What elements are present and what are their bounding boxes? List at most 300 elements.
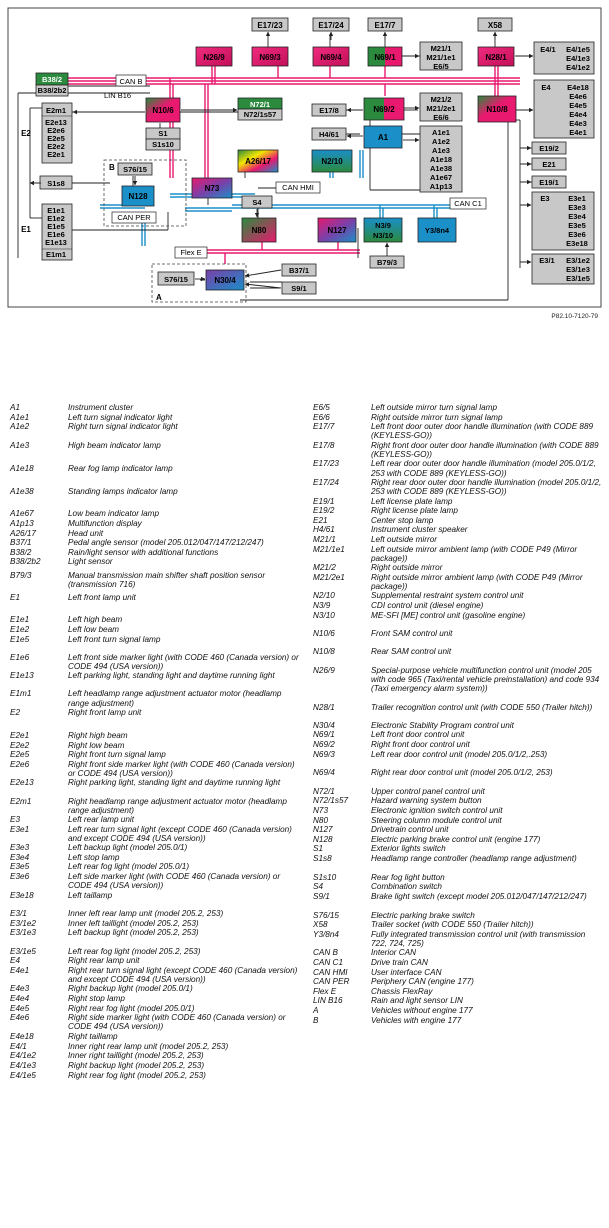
legend-description: CDI control unit (diesel engine) xyxy=(371,600,484,610)
legend-row xyxy=(313,535,603,545)
legend-code: N72/1 xyxy=(313,786,335,796)
legend-description: Right rear fog light (model 205.0/1) xyxy=(68,1003,195,1013)
legend-code: E2 xyxy=(10,708,21,718)
legend-row xyxy=(313,750,603,769)
legend-row xyxy=(10,519,300,529)
legend-row xyxy=(313,703,603,721)
legend-description: Fully integrated transmission control unit (with transmission 722, 724, 725) xyxy=(371,929,586,948)
legend-row xyxy=(10,815,300,825)
legend-code: S76/15 xyxy=(313,910,339,920)
legend-row xyxy=(10,1051,300,1061)
label-e4-1e5: E4/1e5 xyxy=(566,45,590,54)
legend-row xyxy=(313,768,603,787)
legend-description: Electronic Stability Program control unit xyxy=(371,720,514,730)
legend-row xyxy=(10,862,300,872)
legend-description: Right rear lamp unit xyxy=(68,956,140,966)
legend-description: Right front turn signal lamp xyxy=(68,750,166,760)
legend-row xyxy=(10,441,300,464)
legend-description: Left high beam xyxy=(68,615,123,625)
legend-row xyxy=(10,529,300,539)
label-a1e3: A1e3 xyxy=(432,146,450,155)
label-x58: X58 xyxy=(487,21,503,30)
legend-description: Left taillamp xyxy=(68,890,113,900)
legend-description: Left rear turn signal light (except CODE 460 (Canada version) and except CODE 494 (USA version)) xyxy=(68,824,292,844)
legend-description: Drive train CAN xyxy=(371,957,428,967)
legend-code: N28/1 xyxy=(313,702,335,712)
label-n69-4: N69/4 xyxy=(320,53,342,62)
legend-description: Center stop lamp xyxy=(371,515,434,525)
label-e4e6: E4e6 xyxy=(569,92,587,101)
label-e17-7: E17/7 xyxy=(374,21,396,30)
legend-row xyxy=(10,708,300,731)
legend-code: E2m1 xyxy=(10,796,32,806)
label-a1e1: A1e1 xyxy=(432,128,450,137)
legend-description: Left front door outer door handle illumination (with CODE 889 (KEYLESS-GO)) xyxy=(371,422,594,441)
label-n127: N127 xyxy=(327,226,347,235)
legend-code: A1e18 xyxy=(10,463,34,473)
legend-code: N10/8 xyxy=(313,647,335,657)
label-n69-2: N69/2 xyxy=(373,105,395,114)
legend-description: Left front turn signal lamp xyxy=(68,634,161,644)
legend-row xyxy=(313,506,603,516)
legend-row xyxy=(313,611,603,629)
legend-row xyxy=(313,497,603,507)
legend-row xyxy=(10,1042,300,1052)
legend-description: Rear fog lamp indicator lamp xyxy=(68,463,173,473)
label-e1e2: E1e2 xyxy=(47,214,65,223)
legend-code: E2e5 xyxy=(10,750,30,760)
legend-row xyxy=(313,1016,603,1026)
legend-row xyxy=(313,601,603,611)
legend-code: E19/1 xyxy=(313,496,335,506)
legend-description: Left low beam xyxy=(68,624,119,634)
label-e2m1: E2m1 xyxy=(45,106,67,115)
legend-code: E3e3 xyxy=(10,843,30,853)
legend-row xyxy=(313,835,603,845)
legend-code: CAN B xyxy=(313,948,339,958)
legend-description: Left backup light (model 205.2, 253) xyxy=(68,928,199,938)
legend-description: Combination switch xyxy=(371,882,442,892)
legend-row xyxy=(313,730,603,740)
legend-row xyxy=(10,571,300,593)
legend-row xyxy=(313,948,603,958)
label-e17-8: E17/8 xyxy=(319,106,339,115)
legend-description: Exterior lights switch xyxy=(371,844,446,854)
legend-row xyxy=(10,956,300,966)
legend-description: Instrument cluster speaker xyxy=(371,525,468,535)
legend-row xyxy=(313,721,603,731)
legend-description: Right stop lamp xyxy=(68,993,125,1003)
legend-row xyxy=(10,1004,300,1014)
legend-description: Left front side marker light (with CODE 460 (Canada version) or CODE 494 (USA version)) xyxy=(68,652,299,671)
legend-row xyxy=(10,671,300,689)
label-n69-3: N69/3 xyxy=(259,53,281,62)
legend-row xyxy=(313,806,603,816)
legend-description: Rain and light sensor LIN xyxy=(371,996,463,1006)
label-e2e6: E2e6 xyxy=(47,126,65,135)
legend-description: Interior CAN xyxy=(371,948,417,958)
label-n80: N80 xyxy=(251,226,267,235)
legend-code: E4e18 xyxy=(10,1032,34,1042)
legend-description: Inner left rear lamp unit (model 205.2, 253) xyxy=(68,909,224,919)
legend-code: B38/2b2 xyxy=(10,557,41,567)
legend-code: E1e5 xyxy=(10,634,30,644)
legend-description: Electric parking brake control unit (engine 177) xyxy=(371,834,541,844)
legend-description: Electronic ignition switch control unit xyxy=(371,806,503,816)
legend-row xyxy=(313,844,603,854)
legend-row xyxy=(313,796,603,806)
legend-description: Left parking light, standing light and daytime running light xyxy=(68,671,275,681)
legend-description: Light sensor xyxy=(68,557,113,567)
legend-description: Pedal angle sensor (model 205.012/047/147/212/247) xyxy=(68,538,264,548)
legend-code: N10/6 xyxy=(313,628,335,638)
label-a26-17: A26/17 xyxy=(245,157,271,166)
label-e3e18: E3e18 xyxy=(566,239,588,248)
legend-code: A1e1 xyxy=(10,412,30,422)
label-b79-3: B79/3 xyxy=(376,258,398,267)
label-e19-1: E19/1 xyxy=(539,178,559,187)
label-a1: A1 xyxy=(377,133,389,142)
legend-code: E3/1e5 xyxy=(10,946,36,956)
label-e2e13: E2e13 xyxy=(45,118,67,127)
legend-row xyxy=(10,509,300,519)
label-e1e5: E1e5 xyxy=(47,222,65,231)
label-m21-1: M21/1 xyxy=(430,44,452,53)
label-a1e18: A1e18 xyxy=(429,155,453,164)
legend-description: Left rear lamp unit xyxy=(68,815,134,825)
legend-code: E4e6 xyxy=(10,1013,30,1023)
legend-row xyxy=(313,930,603,949)
legend-row xyxy=(10,548,300,558)
label-n128: N128 xyxy=(128,192,148,201)
legend-code: E3/1 xyxy=(10,909,27,919)
legend-row xyxy=(10,413,300,423)
legend-description: Right license plate lamp xyxy=(371,506,458,516)
legend-code: N30/4 xyxy=(313,720,335,730)
label-m21-1e1: M21/1e1 xyxy=(426,53,456,62)
legend-code: N73 xyxy=(313,806,329,816)
legend-description: Right rear door control unit (model 205.0/1/2, 253) xyxy=(371,768,553,778)
legend-row xyxy=(313,968,603,978)
legend-code: E4/1e3 xyxy=(10,1060,36,1070)
legend-description: Rear SAM control unit xyxy=(371,647,452,657)
legend-code: E17/24 xyxy=(313,477,339,487)
label-e3e1: E3e1 xyxy=(568,194,586,203)
legend-code: N26/9 xyxy=(313,665,335,675)
label-can-c1: CAN C1 xyxy=(454,199,482,208)
legend-row xyxy=(10,731,300,741)
legend-row xyxy=(313,787,603,797)
label-e3e3: E3e3 xyxy=(568,203,586,212)
legend-description: Head unit xyxy=(68,528,104,538)
legend-code: N72/1s57 xyxy=(313,796,349,806)
legend-description: Right backup light (model 205.2, 253) xyxy=(68,1060,205,1070)
legend-description: Front SAM control unit xyxy=(371,628,453,638)
legend-left xyxy=(10,403,300,1089)
legend-code: E3e6 xyxy=(10,872,30,882)
legend-row xyxy=(10,891,300,909)
legend-description: Left stop lamp xyxy=(68,852,120,862)
legend-description: Right outside mirror ambient lamp (with CODE P49 (Mirror package)) xyxy=(371,572,583,591)
label-n72-1s57: N72/1s57 xyxy=(243,110,277,119)
legend-row xyxy=(313,882,603,892)
legend-code: E17/7 xyxy=(313,422,335,432)
label-e4e3: E4e3 xyxy=(569,119,587,128)
legend-code: N80 xyxy=(313,815,329,825)
label-b38-2: B38/2 xyxy=(41,75,63,84)
legend-code: A xyxy=(313,1005,319,1015)
legend-description: Right low beam xyxy=(68,740,125,750)
label-lin-b16: LIN B16 xyxy=(104,91,132,100)
label-s76-15: S76/15 xyxy=(123,165,147,174)
legend-row xyxy=(313,573,603,592)
legend-row xyxy=(313,666,603,703)
legend-description: Inner left taillight (model 205.2, 253) xyxy=(68,918,199,928)
legend-row xyxy=(10,615,300,625)
legend-row xyxy=(10,625,300,635)
legend-code: B79/3 xyxy=(10,570,32,580)
label-n10-6: N10/6 xyxy=(152,106,174,115)
label-region-b: B xyxy=(109,163,115,172)
legend-description: Left backup light (model 205.0/1) xyxy=(68,843,188,853)
legend-description: Standing lamps indicator lamp xyxy=(68,486,178,496)
legend-row xyxy=(10,966,300,985)
legend-code: A1 xyxy=(10,403,21,412)
legend-code: E6/6 xyxy=(313,412,330,422)
label-a1p13: A1p13 xyxy=(429,182,453,191)
legend-description: Right high beam xyxy=(68,731,128,741)
label-e4: E4 xyxy=(541,83,551,92)
label-n69-1: N69/1 xyxy=(374,53,396,62)
label-can-per: CAN PER xyxy=(117,213,151,222)
legend-row xyxy=(10,689,300,708)
label-e4-1: E4/1 xyxy=(540,45,556,54)
legend-description: Trailer socket (with CODE 550 (Trailer hitch)) xyxy=(371,920,534,930)
legend-description: Rain/light sensor with additional functions xyxy=(68,547,219,557)
legend-code: CAN PER xyxy=(313,977,350,987)
legend-row xyxy=(10,984,300,994)
legend-description: Left rear fog light (model 205.0/1) xyxy=(68,862,190,872)
legend-description: Left rear door outer door handle illumination (model 205.0/1/2, 253 with CODE 889 (KEYLESS-GO)) xyxy=(371,459,596,478)
legend-code: E4/1e2 xyxy=(10,1051,36,1061)
legend-description: Right backup light (model 205.0/1) xyxy=(68,984,193,994)
legend-code: E19/2 xyxy=(313,506,335,516)
legend-code: N128 xyxy=(313,834,333,844)
legend-code: E4e3 xyxy=(10,984,30,994)
label-a1e2: A1e2 xyxy=(432,137,450,146)
legend-code: M21/1e1 xyxy=(313,544,345,554)
legend-row xyxy=(10,1071,300,1089)
label-e19-2: E19/2 xyxy=(539,144,559,153)
legend-row xyxy=(313,478,603,497)
legend-code: E3/1e3 xyxy=(10,928,36,938)
legend-row xyxy=(313,977,603,987)
legend-description: Rear fog light button xyxy=(371,872,445,882)
legend-row xyxy=(10,1061,300,1071)
legend-row xyxy=(313,516,603,526)
legend-description: Low beam indicator lamp xyxy=(68,509,160,519)
legend-row xyxy=(10,919,300,929)
label-s4: S4 xyxy=(252,198,262,207)
legend-description: Headlamp range controller (headlamp range adjustment) xyxy=(371,853,577,863)
label-can-b: CAN B xyxy=(119,77,143,86)
label-n28-1: N28/1 xyxy=(485,53,507,62)
label-s1s10: S1s10 xyxy=(152,140,174,149)
legend-row xyxy=(10,843,300,853)
legend-code: S1s10 xyxy=(313,872,337,882)
legend-code: E3e5 xyxy=(10,862,30,872)
legend-code: S1s8 xyxy=(313,853,332,863)
legend-row xyxy=(313,647,603,666)
legend-description: Left rear fog light (model 205.2, 253) xyxy=(68,946,201,956)
legend-code: B37/1 xyxy=(10,538,32,548)
legend-code: N2/10 xyxy=(313,591,335,601)
legend-row xyxy=(10,653,300,671)
legend-row xyxy=(10,635,300,653)
legend-code: X58 xyxy=(313,920,328,930)
legend-description: Right outside mirror turn signal lamp xyxy=(371,412,503,422)
legend-code: E4/1e5 xyxy=(10,1070,36,1080)
legend-code: E2e1 xyxy=(10,731,30,741)
legend-row xyxy=(313,545,603,564)
label-e21: E21 xyxy=(542,160,556,169)
legend-code: E1 xyxy=(10,592,21,602)
legend-code: A1e3 xyxy=(10,440,30,450)
legend-row xyxy=(10,778,300,796)
label-y3-8n4: Y3/8n4 xyxy=(424,226,450,235)
legend-description: Left outside mirror ambient lamp (with CODE P49 (Mirror package)) xyxy=(371,544,578,563)
legend-row xyxy=(10,422,300,441)
legend-code: S9/1 xyxy=(313,891,330,901)
legend-row xyxy=(313,525,603,535)
legend-row xyxy=(10,403,300,413)
label-s1s8: S1s8 xyxy=(47,179,65,188)
legend-code: B38/2 xyxy=(10,547,32,557)
label-region-a: A xyxy=(156,293,162,302)
label-e1: E1 xyxy=(21,225,31,234)
legend-code: B xyxy=(313,1015,319,1025)
label-n2-10: N2/10 xyxy=(321,157,343,166)
legend-description: Steering column module control unit xyxy=(371,815,502,825)
legend-row xyxy=(313,629,603,647)
legend-code: A1e38 xyxy=(10,486,34,496)
label-e3-1e3: E3/1e3 xyxy=(566,265,590,274)
legend-description: Left headlamp range adjustment actuator motor (headlamp range adjustment) xyxy=(68,689,282,708)
label-e3-1e5: E3/1e5 xyxy=(566,274,590,283)
label-e17-23: E17/23 xyxy=(257,21,283,30)
legend-code: E1e1 xyxy=(10,615,30,625)
legend-description: Electric parking brake switch xyxy=(371,910,475,920)
label-e1e13: E1e13 xyxy=(45,238,67,247)
legend-description: Inner right taillight (model 205.2, 253) xyxy=(68,1051,204,1061)
label-e3e6: E3e6 xyxy=(568,230,586,239)
legend-description: Right front lamp unit xyxy=(68,708,142,718)
label-m21-2: M21/2 xyxy=(430,95,452,104)
legend-description: Instrument cluster xyxy=(68,403,134,412)
label-n73: N73 xyxy=(204,184,220,193)
label-a1e67: A1e67 xyxy=(429,173,453,182)
label-e2: E2 xyxy=(21,129,31,138)
legend-code: E3/1e2 xyxy=(10,918,36,928)
legend-code: A1e67 xyxy=(10,509,34,519)
label-e1m1: E1m1 xyxy=(45,250,67,259)
legend-code: E3e1 xyxy=(10,824,30,834)
label-e3-1e2: E3/1e2 xyxy=(566,256,590,265)
legend-code: E1m1 xyxy=(10,689,32,699)
legend-row xyxy=(10,538,300,548)
legend-description: Left front lamp unit xyxy=(68,592,136,602)
label-s1: S1 xyxy=(158,129,168,138)
legend-code: E17/8 xyxy=(313,440,335,450)
legend-row xyxy=(313,892,603,911)
legend-code: N69/4 xyxy=(313,768,335,778)
legend-description: Left turn signal indicator light xyxy=(68,412,173,422)
legend-row xyxy=(10,825,300,843)
legend-row xyxy=(10,994,300,1004)
legend-code: E1e13 xyxy=(10,671,34,681)
legend-row xyxy=(313,459,603,478)
legend-code: N3/9 xyxy=(313,600,331,610)
legend-row xyxy=(10,1013,300,1032)
legend-description: Vehicles without engine 177 xyxy=(371,1005,473,1015)
legend-row xyxy=(313,422,603,441)
label-e4e1: E4e1 xyxy=(569,128,587,137)
legend-description: User interface CAN xyxy=(371,967,442,977)
legend-row xyxy=(10,464,300,487)
label-e3e5: E3e5 xyxy=(568,221,586,230)
legend-row xyxy=(10,872,300,891)
legend-description: Brake light switch (except model 205.012/047/147/212/247) xyxy=(371,891,587,901)
legend-row xyxy=(313,816,603,826)
legend-code: N69/2 xyxy=(313,740,335,750)
legend-row xyxy=(313,403,603,413)
legend-description: Trailer recognition control unit (with CODE 550 (Trailer hitch)) xyxy=(371,702,593,712)
legend-code: CAN HMI xyxy=(313,967,348,977)
legend-code: E1e6 xyxy=(10,652,30,662)
legend-code: M21/2 xyxy=(313,563,336,573)
legend-row xyxy=(10,853,300,863)
legend-description: Upper control panel control unit xyxy=(371,786,485,796)
label-n72-1: N72/1 xyxy=(249,100,271,109)
legend-description: Left front door control unit xyxy=(371,730,465,740)
label-s9-1: S9/1 xyxy=(291,284,307,293)
legend-row xyxy=(10,797,300,816)
legend-row xyxy=(313,958,603,968)
legend-code: N3/10 xyxy=(313,610,335,620)
legend-description: Right outside mirror xyxy=(371,563,443,573)
label-e2e5: E2e5 xyxy=(47,134,65,143)
legend-description: Left license plate lamp xyxy=(371,496,453,506)
legend-row xyxy=(313,563,603,573)
legend-code: E17/23 xyxy=(313,459,339,469)
legend-code: A26/17 xyxy=(10,528,36,538)
label-n10-8: N10/8 xyxy=(486,105,508,114)
legend-code: H4/61 xyxy=(313,525,335,535)
label-a1e38: A1e38 xyxy=(429,164,453,173)
legend-code: LIN B16 xyxy=(313,996,343,1006)
legend-row xyxy=(10,741,300,751)
legend-code: S1 xyxy=(313,844,324,854)
legend-code: A1p13 xyxy=(10,518,34,528)
legend-description: Right side marker light (with CODE 460 (Canada version) or CODE 494 (USA version)) xyxy=(68,1013,286,1032)
label-e1e1: E1e1 xyxy=(47,206,65,215)
legend-description: Right rear fog light (model 205.2, 253) xyxy=(68,1070,206,1080)
legend-description: Chassis FlexRay xyxy=(371,986,433,996)
figure-id: P82.10-7120-79 xyxy=(551,313,598,320)
legend-row xyxy=(313,911,603,921)
label-e4-1e2: E4/1e2 xyxy=(566,63,590,72)
legend-row xyxy=(10,557,300,570)
